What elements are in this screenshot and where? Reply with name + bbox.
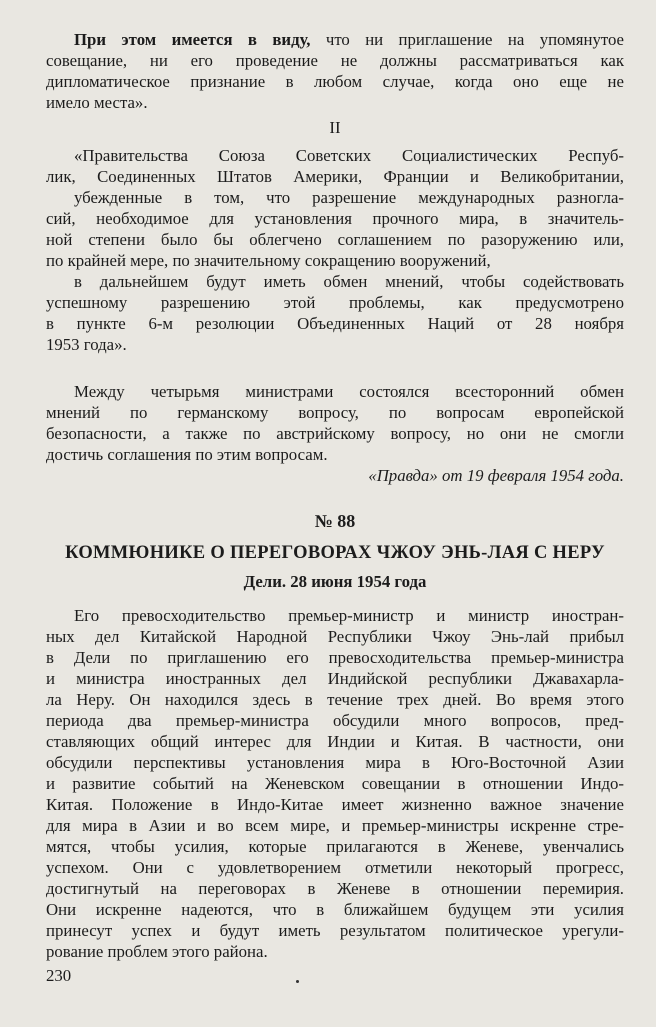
paragraph-6-line-4: и министра иностранных дел Индийской республики Джавахарла- [46, 669, 624, 688]
paragraph-6-line-14: достигнутый на переговорах в Женеве в отношении перемирия. [46, 879, 624, 898]
paragraph-3-line-3: ной степени было бы облегчено соглашением по разоружению или, [46, 230, 624, 249]
paragraph-5-line-4: достичь соглашения по этим вопросам. [46, 445, 328, 464]
paragraph-6-line-7: ставляющих общий интерес для Индии и Китая. В частности, они [46, 732, 624, 751]
paragraph-6-line-10: Китая. Положение в Индо-Китае имеет жизненно важное значение [46, 795, 624, 814]
bold-lead: При этом имеется в виду, [74, 30, 311, 49]
source-citation: «Правда» от 19 февраля 1954 года. [368, 466, 624, 485]
paragraph-1-line-4: имело места». [46, 93, 148, 112]
paragraph-5-line-3: безопасности, а также по австрийскому вопросу, но они не смогли [46, 424, 624, 443]
paragraph-6-line-17: рование проблем этого района. [46, 942, 268, 961]
paragraph-3-line-1: убежденные в том, что разрешение международных разногла- [74, 188, 624, 207]
paragraph-6-line-16: принесут успех и будут иметь результатом политическое урегули- [46, 921, 624, 940]
paragraph-4-line-4: 1953 года». [46, 335, 127, 354]
paragraph-2-line-2: лик, Соединенных Штатов Америки, Франции и Великобритании, [46, 167, 624, 186]
paragraph-2-line-1: «Правительства Союза Советских Социалистических Респуб- [74, 146, 624, 165]
paragraph-4-line-1: в дальнейшем будут иметь обмен мнений, чтобы содействовать [74, 272, 624, 291]
paragraph-3-line-4: по крайней мере, по значительному сокращению вооружений, [46, 251, 491, 270]
paragraph-1-line-2: совещание, ни его проведение не должны рассматриваться как [46, 51, 624, 70]
paragraph-6-line-15: Они искренне надеются, что в ближайшем будущем эти усилия [46, 900, 624, 919]
paragraph-1-line-1: При этом имеется в виду, что ни приглашение на упомянутое [74, 30, 624, 49]
paragraph-3-line-2: сий, необходимое для установления прочного мира, в значитель- [46, 209, 624, 228]
paragraph-6-line-1: Его превосходительство премьер-министр и министр иностран- [74, 606, 624, 625]
paragraph-6-line-6: периода два премьер-министра обсудили много вопросов, пред- [46, 711, 624, 730]
document-number: № 88 [314, 511, 356, 531]
paragraph-6-line-12: мятся, чтобы усилия, которые прилагаются в Женеве, увенчались [46, 837, 624, 856]
paragraph-6-line-5: ла Неру. Он находился здесь в течение трех дней. Во время этого [46, 690, 624, 709]
page-number: 230 [46, 966, 72, 985]
document-date: Дели. 28 июня 1954 года [243, 572, 427, 591]
paragraph-1-line-3: дипломатическое признание в любом случае, когда оно еще не [46, 72, 624, 91]
ink-speck [296, 980, 299, 983]
paragraph-6-line-11: для мира в Азии и во всем мире, и премьер-министры искренне стре- [46, 816, 624, 835]
document-title: КОММЮНИКЕ О ПЕРЕГОВОРАХ ЧЖОУ ЭНЬ-ЛАЯ С НЕРУ [65, 543, 605, 563]
paragraph-4-line-2: успешному разрешению этой проблемы, как предусмотрено [46, 293, 624, 312]
section-roman-numeral: II [329, 118, 341, 137]
paragraph-6-line-8: обсудили перспективы установления мира в Юго-Восточной Азии [46, 753, 624, 772]
paragraph-6-line-2: ных дел Китайской Народной Республики Чжоу Энь-лай прибыл [46, 627, 624, 646]
paragraph-6-line-9: и развитие событий на Женевском совещании в отношении Индо- [46, 774, 624, 793]
paragraph-4-line-3: в пункте 6-м резолюции Объединенных Наций от 28 ноября [46, 314, 624, 333]
paragraph-5-line-2: мнений по германскому вопросу, по вопросам европейской [46, 403, 624, 422]
paragraph-6-line-3: в Дели по приглашению его превосходительства премьер-министра [46, 648, 624, 667]
paragraph-5-line-1: Между четырьмя министрами состоялся всесторонний обмен [74, 382, 624, 401]
paragraph-6-line-13: успехом. Они с удовлетворением отметили некоторый прогресс, [46, 858, 624, 877]
